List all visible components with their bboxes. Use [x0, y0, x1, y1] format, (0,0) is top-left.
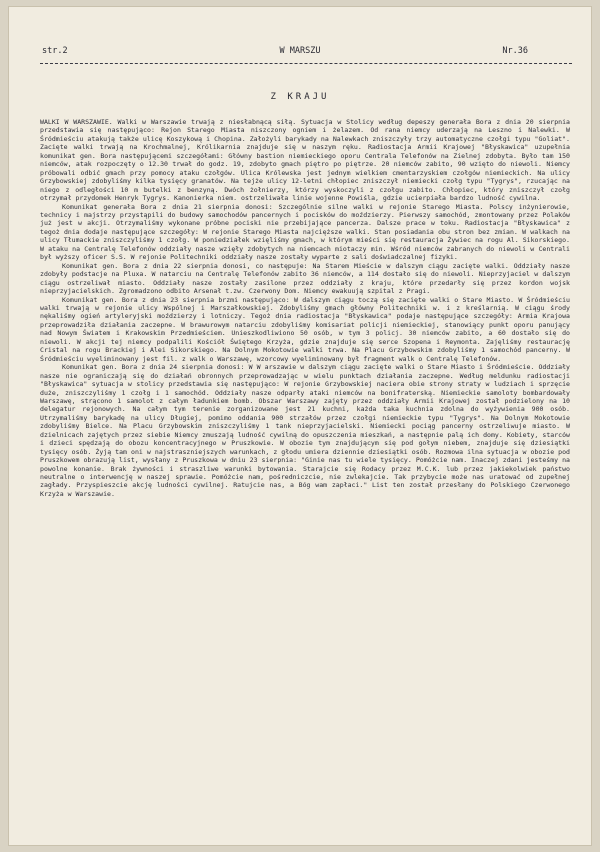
page-number: str.2 [42, 46, 68, 56]
paragraph: Komunikat generała Bora z dnia 21 sierpnia donosi: Szczególnie silne walki w rejonie Starego Miasta. Polscy inżynierowie, technicy i majstrzy przystąpili do budowy samochodów pancernych i pocisków do moździerzy. Pierwszy samochód, zmontowany przez Polaków już jest w akcji. Otrzymaliśmy wykonane próbne pociski nie przebijające pancerza. Dalsze prace w toku. Radiostacja "Błyskawica" z tegoż dnia dodaje następujące szczegóły: W rejonie Starego Miasta najcięższe walki. Stan posiadania obu stron bez zmian. W walkach na ulicy Tłumackie zniszczyliśmy 1 czołg. W poniedziałek wzięliśmy gmach, w którym mieści się restauracja Żywiec na rogu Al. Sikorskiego. W ataku na Centralę Telefonów oddziały nasze wzięły zdobytych na niemcach miotaczy min. Wśród niemców zabranych do niewoli w Centrali był wyższy oficer S.S. W rejonie Politechniki oddziały nasze zostały wyparte z sali doświadczalnej fizyki. [40, 202, 570, 262]
paragraph: Komunikat gen. Bora z dnia 24 sierpnia donosi: W W arszawie w dalszym ciągu zacięte walki o Stare Miasto i Śródmieście. Oddziały nasze nie ograniczają się do działań obronnych przeprowadzając w wielu punktach działania zaczepne. Według meldunku radiostacji "Błyskawica" sytuacja w stolicy przedstawia się następująco: W rejonie Grzybowskiej naciera obie strony straty w ludziach i sprzęcie duże, zniszczyliśmy 1 czołg i 1 samochód. Oddziały nasze odparły ataki niemców na bonifraterską. Niemieckie samoloty bombardowały Warszawę, strącono 1 samolot z całym ładunkiem bomb. Obszar Warszawy zajęty przez oddziały Armii Krajowej został podzielony na 10 delegatur rejonowych. Na całym tym terenie zorganizowane jest 21 kuchni, każda taka kuchnia zdolna do wyżywienia 900 osób. Utrzymaliśmy barykadę na ulicy Długiej, pomimo oddania 900 strzałów przez czołgi niemieckie typu "Tygrys". Na Dolnym Mokotowie zdobyliśmy Bielce. Na Placu Grzybowskim zniszczyliśmy 1 tank nieprzyjacielski. Niemiecki pociąg pancerny ostrzeliwuje miasto. W dzielnicach zajętych przez siebie Niemcy zmuszają ludność cywilną do opuszczenia mieszkań, a następnie palą ich domy. Kobiety, starców i dzieci spędzają do obozu koncentracyjnego w Pruszkowie. W obozie tym znajdującym się pod gołym niebem, znajduje się dziesiątki tysięcy osób. Żyją tam oni w najstraszniejszych warunkach, z głodu umiera dziennie dziesiątki osób. Rozmowa ilna sytuacja w obozie pod Pruszkowem obrazują list, wysłany z Pruszkowa w dniu 23 sierpnia: "Ginie nas tu wiele tysięcy. Pomóżcie nam. Inaczej zdani jesteśmy na powolne konanie. Brak żywności i straszliwe warunki bytowania. Starajcie się Rodacy przez M.C.K. lub przez jakiekolwiek państwo neutralne o interwencję w naszej sprawie. Pomóżcie nam, pośredniczcie, nie zwlekajcie. Tak przybycie może nas uratować od zupełnej zagłady. Przyspieszcie akcję ludności cywilnej. Ratujcie nas, a Bóg wam zapłaci." List ten został przesłany do Polskiego Czerwonego Krzyża w Warszawie. [40, 363, 570, 498]
document-page [8, 6, 592, 846]
issue-number: Nr.36 [502, 46, 528, 56]
paragraph: Komunikat gen. Bora z dnia 23 sierpnia brzmi następująco: W dalszym ciągu toczą się zacięte walki o Stare Miasto. W Śródmieściu walki trwają w rejonie ulicy Wspólnej i Marszałkowskiej. Zdobyliśmy gmach główny Politechniki w. i z kreślarnią. W ciągu środy nękaliśmy ogień artyleryjski moździerzy i lotniczy. Tegoż dnia radiostacja "Błyskawica" podaje następujące szczegóły: Armia Krajowa przeprowadziła działania zaczepne. W brawurowym natarciu zdobyliśmy komisariat policji niemieckiej, stanowiący punkt oporu panujący nad Nowym Światem i Krakowskim Przedmieściem. Unieszkodliwiono 50 osób, w tym 3 policj. 30 niemców zabito, a 60 dostało się do niewoli. W akcji tej niemcy podpalili Kościół Świętego Krzyża, gdzie znajduje się serce Szopena i Reymonta. Zajęliśmy restaurację Cristal na rogu Brackiej i Alei Sikorskiego. Na Dolnym Mokotowie walki trwa. Na Placu Grzybowskim zdobyliśmy 1 samochód pancerny. W Śródmieściu wyeliminowany jest fil. z walk o Warszawę, wzorcowy wyeliminowany był fragment walk o Centralę Telefonów. [40, 295, 570, 363]
header-divider [40, 63, 572, 64]
page-header [42, 46, 558, 60]
paragraph: Komunikat gen. Bora z dnia 22 sierpnia donosi, co następuje: Na Starem Mieście w dalszym ciągu zacięte walki. Oddziały nasze zdobyły podstacje na Pluxa. W natarciu na Centralę Telefonów zabito 36 niemców, a 114 dostało się do niewoli. Nieprzyjaciel w dalszym ciągu ostrzeliwał miasto. Oddziały nasze zostały zasilone przez oddziały z kraju, które przedarły się przez kordon wojsk nieprzyjacielskich. Zgromadzono odbito Arsenał t.zw. Czerwony Dom. Niemcy ewakuują szpital z Pragi. [40, 261, 570, 296]
article-body [40, 118, 570, 498]
publication-title: W MARSZU [279, 46, 321, 56]
section-title: Z KRAJU [270, 92, 330, 102]
paragraph: WALKI W WARSZAWIE. Walki w Warszawie trwają z niesłabnącą siłą. Sytuacja w Stolicy według depeszy generała Bora z dnia 20 sierpnia przedstawia się następująco: Rejon Starego Miasta niszczony ogniem i żelazem. Od rana niemcy uderzają na Leszno i Nalewki. W Śródmieściu atakują także ulicę Koszykową i Chopina. Założyli barykady na Nalewkach zniszczyły trzy automatyczne czołgi typu "Goliat". Zacięte walki trwają na Krochmalnej, Królikarnia znajduje się w naszym ręku. Radiostacja Armii Krajowej "Błyskawica" uzupełnia komunikat gen. Bora następującemi szczegółami: Główny bastion niemieckiego oporu Centrala Telefonów na Zielnej zdobyta. Było tam 150 niemców, atak rozpoczęty o 12.30 trwał do godz. 19, zdobyto gmach piętro po piętrze. 20 niemców zabito, 90 wzięto do niewoli. Niemcy próbowali odbić gmach przy pomocy ataku czołgów. Ulica Królewska jest jednym wielkiem cmentarzyskiem czołgów niemieckich. Na ulicy Grzybowskiej zdobyliśmy kilka tysięcy granatów. Na tejże ulicy 12-letni chłopiec zniszczył niemiecki czołg typu "Tygrys", rzucając na niego z odległości 10 m butelki z benzyną. Dwóch żołnierzy, którzy wyskoczyli z czołgu zabito. Chłopiec, który zniszczył czołg otrzymał przydomek Henryk Tygrys. Kanonierka niem. ostrzeliwała linie wojenne Powiśla, gdzie ucierpiała bardzo ludność cywilna. [40, 118, 570, 203]
